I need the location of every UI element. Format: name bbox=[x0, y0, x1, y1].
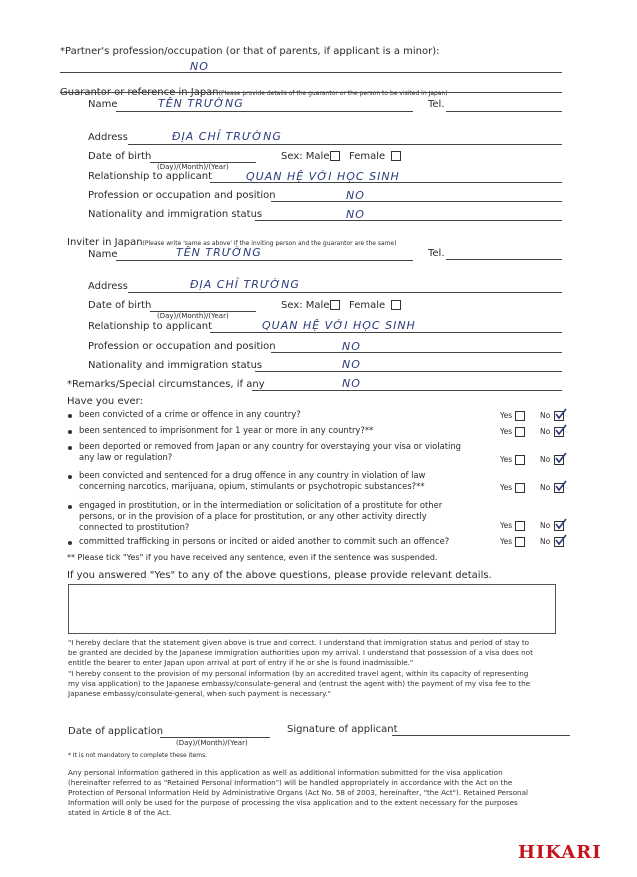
checkmark-icon bbox=[554, 517, 568, 531]
no-checkbox-ticked[interactable] bbox=[554, 537, 564, 547]
privacy-line: (hereinafter referred to as "Retained Personal Information") will be handled appropriately in accordance with the Act on the bbox=[68, 778, 513, 787]
yes-checkbox[interactable] bbox=[515, 411, 525, 421]
question-bullet bbox=[68, 414, 72, 418]
optional-note: * It is not mandatory to complete these items. bbox=[68, 752, 208, 759]
declaration-line: be granted are decided by the Japanese immigration authorities upon my arrival. I understand that possession of a visa does not bbox=[68, 648, 533, 657]
guarantor-female-checkbox[interactable] bbox=[391, 151, 401, 161]
remarks-line bbox=[252, 390, 562, 391]
inviter-profession-label: Profession or occupation and position bbox=[88, 341, 276, 352]
privacy-line: stated in Article 8 of the Act. bbox=[68, 808, 172, 817]
guarantor-tel-label: Tel. bbox=[428, 99, 445, 110]
guarantor-address-label: Address bbox=[88, 132, 128, 143]
guarantor-female-label: Female bbox=[349, 151, 386, 162]
inviter-profession-value[interactable]: NO bbox=[342, 340, 361, 353]
questions-footnote: ** Please tick "Yes" if you have received any sentence, even if the sentence was suspended. bbox=[67, 553, 438, 562]
no-label: No bbox=[540, 521, 551, 530]
guarantor-dob-label: Date of birth bbox=[88, 151, 152, 162]
inviter-note: (Please write 'same as above' if the inviting person and the guarantor are the same) bbox=[142, 240, 397, 247]
inviter-name-label: Name bbox=[88, 249, 118, 260]
yes-checkbox[interactable] bbox=[515, 521, 525, 531]
guarantor-address-line bbox=[128, 144, 562, 145]
no-checkbox-ticked[interactable] bbox=[554, 427, 564, 437]
checkmark-icon bbox=[554, 533, 568, 547]
guarantor-profession-label: Profession or occupation and position bbox=[88, 190, 276, 201]
checkmark-icon bbox=[554, 479, 568, 493]
inviter-tel-label: Tel. bbox=[428, 248, 445, 259]
guarantor-sex-label: Sex: Male bbox=[281, 151, 330, 162]
yes-checkbox[interactable] bbox=[515, 537, 525, 547]
inviter-address-line bbox=[128, 292, 562, 293]
inviter-heading: Inviter in Japan bbox=[67, 237, 143, 248]
inviter-nationality-line bbox=[255, 371, 562, 372]
yes-checkbox[interactable] bbox=[515, 455, 525, 465]
guarantor-relationship-label: Relationship to applicant bbox=[88, 171, 213, 182]
date-of-application-format: (Day)/(Month)/(Year) bbox=[176, 739, 248, 747]
signature-line[interactable] bbox=[392, 735, 570, 736]
question-bullet bbox=[68, 475, 72, 479]
guarantor-address-value[interactable]: ĐỊA CHỈ TRƯỜNG bbox=[172, 130, 282, 143]
privacy-line: Protection of Personal Information Held by Administrative Organs (Act No. 58 of 2003, hereinafter, "the Act"). Retained Personal bbox=[68, 788, 529, 797]
consent-paragraph bbox=[68, 669, 568, 699]
inviter-female-label: Female bbox=[349, 300, 386, 311]
inviter-male-checkbox[interactable] bbox=[330, 300, 340, 310]
question-text: any law or regulation? bbox=[79, 452, 173, 462]
no-label: No bbox=[540, 455, 551, 464]
checkmark-icon bbox=[554, 407, 568, 421]
inviter-sex-label: Sex: Male bbox=[281, 300, 330, 311]
inviter-nationality-label: Nationality and immigration status bbox=[88, 360, 263, 371]
yes-checkbox[interactable] bbox=[515, 483, 525, 493]
guarantor-profession-line bbox=[271, 201, 562, 202]
guarantor-name-label: Name bbox=[88, 99, 118, 110]
brand-watermark: HIKARI bbox=[518, 842, 602, 863]
inviter-relationship-line bbox=[210, 332, 562, 333]
question-text: been deported or removed from Japan or any country for overstaying your visa or violating bbox=[79, 441, 461, 451]
inviter-name-line bbox=[116, 260, 413, 261]
yes-label: Yes bbox=[500, 455, 513, 464]
consent-line: Japanese embassy/consulate-general, when such payment is necessary." bbox=[68, 689, 331, 698]
yes-label: Yes bbox=[500, 537, 513, 546]
questions-heading: Have you ever: bbox=[67, 396, 143, 407]
checkmark-icon bbox=[554, 451, 568, 465]
privacy-paragraph bbox=[68, 768, 588, 818]
yes-checkbox[interactable] bbox=[515, 427, 525, 437]
guarantor-nationality-value[interactable]: NO bbox=[346, 208, 365, 221]
question-text: concerning narcotics, marijuana, opium, stimulants or psychotropic substances?** bbox=[79, 481, 425, 491]
remarks-value[interactable]: NO bbox=[342, 377, 361, 390]
question-bullet bbox=[68, 446, 72, 450]
declaration-line: entitle the bearer to enter Japan upon arrival at port of entry if he or she is found inadmissible." bbox=[68, 658, 414, 667]
checkmark-icon bbox=[554, 423, 568, 437]
yes-label: Yes bbox=[500, 483, 513, 492]
yes-label: Yes bbox=[500, 411, 513, 420]
guarantor-name-value[interactable]: TÊN TRƯỜNG bbox=[158, 97, 244, 110]
no-label: No bbox=[540, 483, 551, 492]
no-label: No bbox=[540, 411, 551, 420]
question-text: engaged in prostitution, or in the intermediation or solicitation of a prostitute for other bbox=[79, 500, 443, 510]
date-of-application-label: Date of application bbox=[68, 726, 164, 737]
guarantor-note: (Please provide details of the guarantor or the person to be visited in Japan) bbox=[218, 90, 448, 97]
partner-value[interactable]: NO bbox=[190, 60, 209, 73]
details-textbox[interactable] bbox=[68, 584, 556, 634]
question-text: been sentenced to imprisonment for 1 year or more in any country?** bbox=[79, 425, 374, 435]
declaration-paragraph bbox=[68, 638, 568, 668]
yes-label: Yes bbox=[500, 427, 513, 436]
partner-label: *Partner's profession/occupation (or that of parents, if applicant is a minor): bbox=[60, 46, 440, 57]
inviter-name-value[interactable]: TÊN TRƯỜNG bbox=[176, 246, 262, 259]
yes-label: Yes bbox=[500, 521, 513, 530]
privacy-line: Information will only be used for the purpose of processing the visa application and to the extent necessary for the purposes bbox=[68, 798, 518, 807]
inviter-relationship-value[interactable]: QUAN HỆ VỚI HỌC SINH bbox=[262, 319, 416, 332]
question-text: been convicted and sentenced for a drug offence in any country in violation of law bbox=[79, 470, 426, 480]
date-of-application-line[interactable] bbox=[160, 737, 270, 738]
no-label: No bbox=[540, 537, 551, 546]
guarantor-male-checkbox[interactable] bbox=[330, 151, 340, 161]
question-bullet bbox=[68, 505, 72, 509]
partner-line bbox=[60, 72, 562, 73]
guarantor-tel-line[interactable] bbox=[446, 111, 562, 112]
question-text: connected to prostitution? bbox=[79, 522, 190, 532]
inviter-relationship-label: Relationship to applicant bbox=[88, 321, 213, 332]
question-text: persons, or in the provision of a place for prostitution, or any other activity directly bbox=[79, 511, 427, 521]
no-checkbox-ticked[interactable] bbox=[554, 521, 564, 531]
guarantor-heading-row bbox=[60, 80, 448, 99]
inviter-nationality-value[interactable]: NO bbox=[342, 358, 361, 371]
guarantor-nationality-line bbox=[255, 220, 562, 221]
declaration-line: "I hereby declare that the statement given above is true and correct. I understand that immigration status and period of stay to bbox=[68, 638, 530, 647]
guarantor-dob-format: (Day)/(Month)/(Year) bbox=[157, 163, 229, 171]
inviter-address-value[interactable]: ĐỊA CHỈ TRƯỜNG bbox=[190, 278, 300, 291]
consent-line: "I hereby consent to the provision of my personal information (by an accredited travel agent, within its capacity of representing bbox=[68, 669, 529, 678]
question-text: committed trafficking in persons or incited or aided another to commit such an offence? bbox=[79, 536, 450, 546]
inviter-dob-label: Date of birth bbox=[88, 300, 152, 311]
question-bullet bbox=[68, 541, 72, 545]
question-bullet bbox=[68, 430, 72, 434]
question-text: been convicted of a crime or offence in any country? bbox=[79, 409, 301, 419]
signature-label: Signature of applicant bbox=[287, 724, 398, 735]
guarantor-heading-line bbox=[60, 92, 562, 93]
inviter-address-label: Address bbox=[88, 281, 128, 292]
no-label: No bbox=[540, 427, 551, 436]
guarantor-profession-value[interactable]: NO bbox=[346, 189, 365, 202]
inviter-female-checkbox[interactable] bbox=[391, 300, 401, 310]
guarantor-relationship-value[interactable]: QUAN HỆ VỚI HỌC SINH bbox=[246, 170, 400, 183]
remarks-label: *Remarks/Special circumstances, if any bbox=[67, 379, 265, 390]
guarantor-nationality-label: Nationality and immigration status bbox=[88, 209, 263, 220]
inviter-tel-line[interactable] bbox=[446, 259, 562, 260]
no-checkbox-ticked[interactable] bbox=[554, 411, 564, 421]
inviter-profession-line bbox=[271, 352, 562, 353]
consent-line: my visa application) to the Japanese embassy/consulate-general and (entrust the agent with) the payment of my visa fee to the bbox=[68, 679, 531, 688]
no-checkbox-ticked[interactable] bbox=[554, 483, 564, 493]
guarantor-name-line bbox=[116, 111, 413, 112]
details-prompt: If you answered "Yes" to any of the above questions, please provide relevant details. bbox=[67, 570, 492, 581]
privacy-line: Any personal information gathered in this application as well as additional information submitted for the visa application bbox=[68, 768, 503, 777]
no-checkbox-ticked[interactable] bbox=[554, 455, 564, 465]
guarantor-heading: Guarantor or reference in Japan bbox=[60, 87, 219, 98]
inviter-dob-format: (Day)/(Month)/(Year) bbox=[157, 312, 229, 320]
